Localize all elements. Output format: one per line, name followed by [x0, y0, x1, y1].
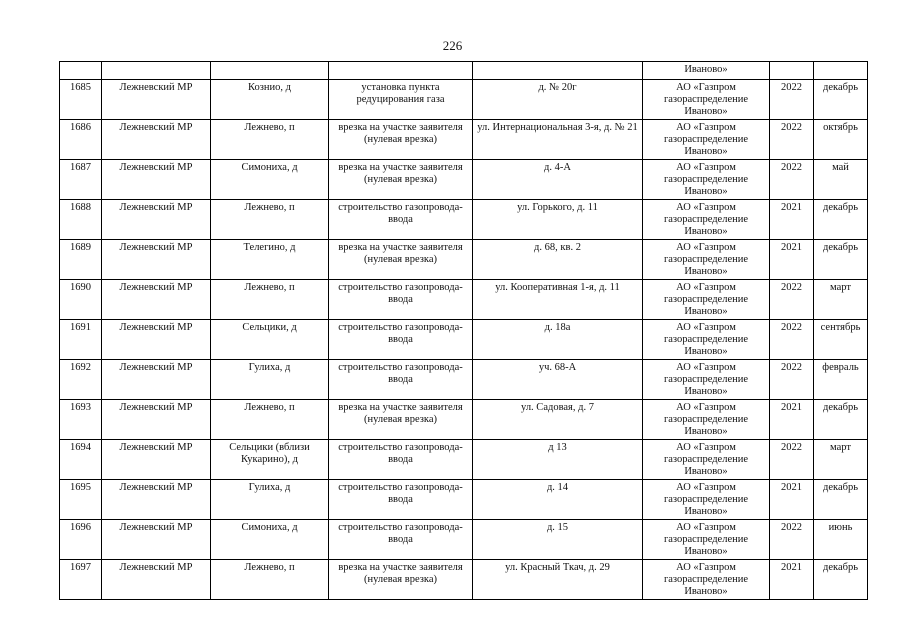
cell-locality: Лежнево, п: [211, 200, 329, 240]
cell-number: 1691: [60, 320, 102, 360]
table-row: [60, 80, 868, 120]
cell-organization: АО «Газпром газораспределение Иваново»: [643, 200, 770, 240]
cell-month: июнь: [814, 520, 868, 560]
cell-number: 1694: [60, 440, 102, 480]
cell-month: декабрь: [814, 560, 868, 600]
cell-work-type: врезка на участке заявителя (нулевая врезка): [329, 400, 473, 440]
cell-number: 1696: [60, 520, 102, 560]
cell-organization: АО «Газпром газораспределение Иваново»: [643, 120, 770, 160]
cell-address: ул. Кооперативная 1-я, д. 11: [473, 280, 643, 320]
cell-address: [473, 62, 643, 80]
cell-locality: Симониха, д: [211, 520, 329, 560]
cell-district: Лежневский МР: [102, 160, 211, 200]
cell-month: октябрь: [814, 120, 868, 160]
cell-work-type: строительство газопровода-ввода: [329, 360, 473, 400]
cell-address: ул. Садовая, д. 7: [473, 400, 643, 440]
cell-month: март: [814, 440, 868, 480]
cell-locality: Кознио, д: [211, 80, 329, 120]
data-table: [59, 61, 868, 600]
cell-organization: АО «Газпром газораспределение Иваново»: [643, 320, 770, 360]
cell-address: д. 4-А: [473, 160, 643, 200]
cell-work-type: строительство газопровода-ввода: [329, 480, 473, 520]
cell-address: ул. Красный Ткач, д. 29: [473, 560, 643, 600]
cell-locality: Симониха, д: [211, 160, 329, 200]
cell-district: Лежневский МР: [102, 360, 211, 400]
table-row: [60, 320, 868, 360]
table-row: [60, 160, 868, 200]
cell-work-type: строительство газопровода-ввода: [329, 440, 473, 480]
cell-address: д. 14: [473, 480, 643, 520]
cell-locality: Сельцики (вблизи Кукарино), д: [211, 440, 329, 480]
cell-year: 2022: [770, 280, 814, 320]
cell-month: февраль: [814, 360, 868, 400]
table-row: [60, 520, 868, 560]
cell-month: [814, 62, 868, 80]
cell-work-type: врезка на участке заявителя (нулевая врезка): [329, 240, 473, 280]
cell-locality: Лежнево, п: [211, 560, 329, 600]
cell-locality: [211, 62, 329, 80]
cell-work-type: врезка на участке заявителя (нулевая врезка): [329, 120, 473, 160]
cell-address: д. 68, кв. 2: [473, 240, 643, 280]
cell-locality: Гулиха, д: [211, 360, 329, 400]
cell-district: Лежневский МР: [102, 120, 211, 160]
cell-work-type: строительство газопровода-ввода: [329, 280, 473, 320]
cell-year: [770, 62, 814, 80]
cell-address: уч. 68-А: [473, 360, 643, 400]
table-row: [60, 400, 868, 440]
cell-year: 2021: [770, 560, 814, 600]
cell-organization: АО «Газпром газораспределение Иваново»: [643, 280, 770, 320]
cell-number: 1693: [60, 400, 102, 440]
cell-locality: Гулиха, д: [211, 480, 329, 520]
cell-organization: АО «Газпром газораспределение Иваново»: [643, 360, 770, 400]
cell-district: Лежневский МР: [102, 80, 211, 120]
cell-address: ул. Интернациональная 3-я, д. № 21: [473, 120, 643, 160]
cell-year: 2021: [770, 240, 814, 280]
table-row: [60, 480, 868, 520]
cell-year: 2022: [770, 120, 814, 160]
cell-address: ул. Горького, д. 11: [473, 200, 643, 240]
cell-district: Лежневский МР: [102, 440, 211, 480]
table-row: [60, 360, 868, 400]
table-row: [60, 120, 868, 160]
cell-organization: АО «Газпром газораспределение Иваново»: [643, 400, 770, 440]
cell-year: 2022: [770, 80, 814, 120]
table-row: [60, 440, 868, 480]
cell-locality: Телегино, д: [211, 240, 329, 280]
cell-number: 1695: [60, 480, 102, 520]
cell-organization: АО «Газпром газораспределение Иваново»: [643, 80, 770, 120]
cell-month: май: [814, 160, 868, 200]
cell-year: 2022: [770, 360, 814, 400]
cell-address: д. № 20г: [473, 80, 643, 120]
cell-work-type: строительство газопровода-ввода: [329, 520, 473, 560]
cell-month: декабрь: [814, 80, 868, 120]
cell-work-type: [329, 62, 473, 80]
cell-district: Лежневский МР: [102, 480, 211, 520]
cell-organization: АО «Газпром газораспределение Иваново»: [643, 520, 770, 560]
cell-district: Лежневский МР: [102, 560, 211, 600]
cell-year: 2021: [770, 400, 814, 440]
cell-address: д. 15: [473, 520, 643, 560]
cell-number: 1690: [60, 280, 102, 320]
cell-organization: АО «Газпром газораспределение Иваново»: [643, 240, 770, 280]
table-body: [60, 62, 868, 600]
cell-work-type: установка пункта редуцирования газа: [329, 80, 473, 120]
cell-number: 1689: [60, 240, 102, 280]
cell-number: 1685: [60, 80, 102, 120]
cell-locality: Сельцики, д: [211, 320, 329, 360]
cell-organization: АО «Газпром газораспределение Иваново»: [643, 480, 770, 520]
cell-locality: Лежнево, п: [211, 400, 329, 440]
cell-district: Лежневский МР: [102, 240, 211, 280]
table-row: [60, 200, 868, 240]
cell-number: [60, 62, 102, 80]
table-row-continuation: [60, 62, 868, 80]
cell-work-type: врезка на участке заявителя (нулевая врезка): [329, 560, 473, 600]
cell-address: д. 18а: [473, 320, 643, 360]
cell-month: декабрь: [814, 200, 868, 240]
cell-month: декабрь: [814, 400, 868, 440]
cell-year: 2021: [770, 480, 814, 520]
cell-month: сентябрь: [814, 320, 868, 360]
cell-year: 2022: [770, 440, 814, 480]
cell-number: 1688: [60, 200, 102, 240]
table-row: [60, 280, 868, 320]
cell-district: Лежневский МР: [102, 520, 211, 560]
cell-district: Лежневский МР: [102, 200, 211, 240]
cell-number: 1692: [60, 360, 102, 400]
cell-work-type: строительство газопровода-ввода: [329, 200, 473, 240]
cell-organization: АО «Газпром газораспределение Иваново»: [643, 440, 770, 480]
cell-work-type: врезка на участке заявителя (нулевая врезка): [329, 160, 473, 200]
page-number: 226: [442, 38, 463, 53]
cell-work-type: строительство газопровода-ввода: [329, 320, 473, 360]
cell-organization: Иваново»: [643, 62, 770, 80]
cell-locality: Лежнево, п: [211, 280, 329, 320]
cell-number: 1687: [60, 160, 102, 200]
cell-number: 1686: [60, 120, 102, 160]
cell-district: Лежневский МР: [102, 280, 211, 320]
cell-district: Лежневский МР: [102, 320, 211, 360]
cell-number: 1697: [60, 560, 102, 600]
table-row: [60, 240, 868, 280]
cell-district: [102, 62, 211, 80]
cell-organization: АО «Газпром газораспределение Иваново»: [643, 560, 770, 600]
cell-year: 2022: [770, 160, 814, 200]
cell-locality: Лежнево, п: [211, 120, 329, 160]
table-row: [60, 560, 868, 600]
cell-month: декабрь: [814, 480, 868, 520]
cell-year: 2022: [770, 320, 814, 360]
cell-month: март: [814, 280, 868, 320]
cell-district: Лежневский МР: [102, 400, 211, 440]
cell-year: 2022: [770, 520, 814, 560]
cell-address: д 13: [473, 440, 643, 480]
cell-month: декабрь: [814, 240, 868, 280]
cell-year: 2021: [770, 200, 814, 240]
cell-organization: АО «Газпром газораспределение Иваново»: [643, 160, 770, 200]
